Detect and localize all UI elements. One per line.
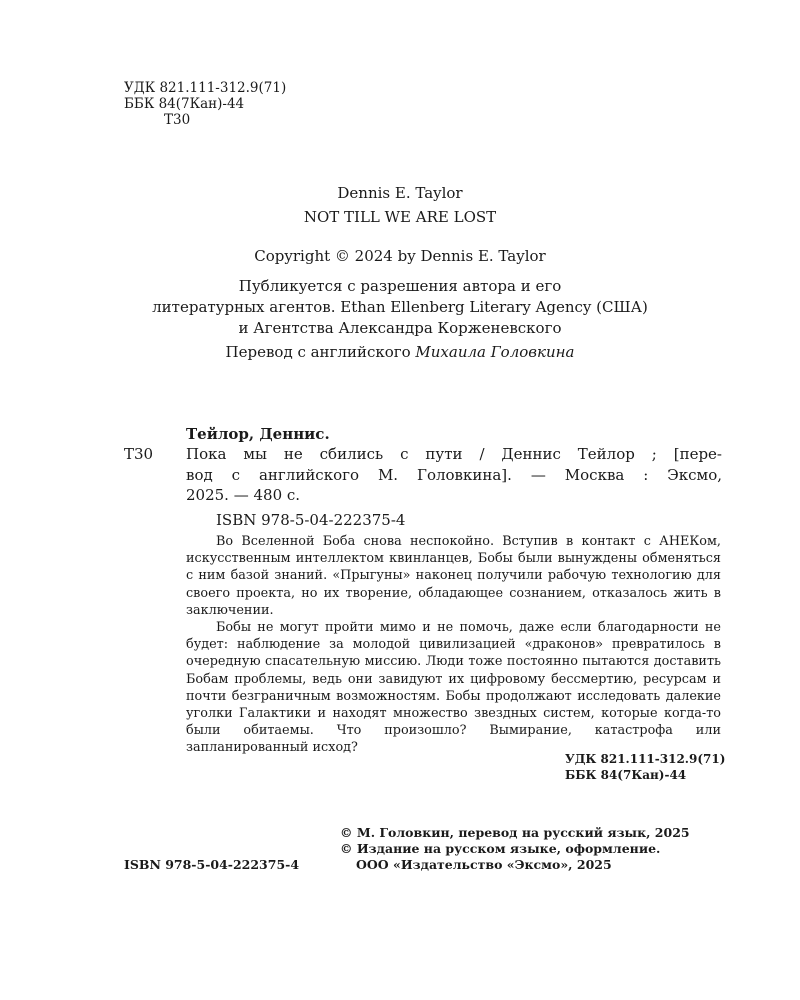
classification-block [124, 80, 286, 128]
translator-name: Михаила Головкина [415, 343, 575, 361]
footer-copyrights [340, 825, 690, 873]
annotation-paragraph: Во Вселенной Боба снова неспокойно. Вступив в контакт с АНЕКом, искусственным интеллектом квинланцев, Бобы были вынуждены обменяться с ним базой знаний. «Прыгуны» наконец получили рабочую технологию для своего проекта, но их творение, обладающее сознанием, отказалось жить в заключении. [186, 534, 721, 618]
catalog-isbn: ISBN 978-5-04-222375-4 [216, 511, 406, 529]
permission-block [0, 276, 800, 339]
copyright-line: Copyright © 2024 by Dennis E. Taylor [254, 247, 546, 265]
catalog-description [186, 444, 722, 506]
author-mark: Т30 [164, 112, 191, 128]
copyright-translation: © М. Головкин, перевод на русский язык, 2025 [340, 825, 690, 840]
permission-line: Публикуется с разрешения автора и его [238, 277, 562, 295]
catalog-author-mark: Т30 [124, 445, 154, 463]
annotation-codes [565, 751, 725, 783]
catalog-line: 2025. — 480 с. [186, 486, 301, 504]
catalog-line: вод с английского М. Головкина]. — Москва : Эксмо, [186, 465, 722, 484]
copyright-publisher: ООО «Издательство «Эксмо», 2025 [356, 857, 612, 872]
permission-line: литературных агентов. Ethan Ellenberg Literary Agency (США) [152, 298, 648, 316]
annotation [186, 533, 721, 757]
translation-line [0, 341, 800, 363]
copyright-edition: © Издание на русском языке, оформление. [340, 841, 661, 856]
footer-isbn: ISBN 978-5-04-222375-4 [124, 857, 300, 872]
annotation-paragraph: Бобы не могут пройти мимо и не помочь, даже если благодарности не будет: наблюдение за молодой цивилизацией «драконов» превратилось в очередную спасательную миссию. Люди тоже постоянно пытаются доставить Бобам проблемы, ведь они завидуют их цифровому бессмертию, ресурсам и почти безграничным возможностям. Бобы продолжают исследовать далекие уголки Галактики и находят множество звездных систем, которые когда-то были обитаемы. Что произошло? Вымирание, катастрофа или запланированный исход? [186, 620, 721, 756]
udk-code: УДК 821.111-312.9(71) [124, 80, 287, 96]
bbk-code: ББК 84(7Кан)-44 [124, 96, 245, 112]
original-author: Dennis E. Taylor [337, 184, 463, 202]
translation-prefix: Перевод с английского [225, 343, 416, 361]
catalog-heading: Тейлор, Деннис. [186, 425, 330, 443]
permission-line: и Агентства Александра Корженевского [238, 319, 562, 337]
catalog-line: Пока мы не сбились с пути / Деннис Тейлор ; [пере- [186, 445, 722, 463]
annotation-bbk: ББК 84(7Кан)-44 [565, 768, 687, 782]
original-title: NOT TILL WE ARE LOST [303, 208, 497, 226]
annotation-udk: УДК 821.111-312.9(71) [565, 752, 726, 766]
